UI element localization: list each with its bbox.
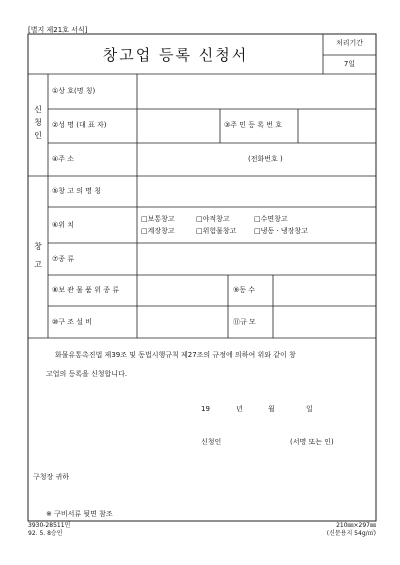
- warehouse-section-label: 창 고: [34, 242, 42, 269]
- trade-name-label: ①상 호(명 칭): [52, 87, 96, 95]
- approval-date: 92. 5. 8승인: [28, 530, 63, 537]
- option-hazardous-warehouse[interactable]: □위험물창고: [196, 227, 237, 235]
- paper-size: 210㎜×297㎜: [336, 522, 376, 529]
- signature-label: (서명 또는 인): [290, 438, 334, 446]
- rep-name-field[interactable]: [138, 110, 219, 142]
- resident-no-field[interactable]: [299, 110, 375, 142]
- recipient-label: 구청장 귀하: [33, 473, 70, 481]
- processing-period-label: 처리기간: [335, 39, 364, 47]
- type-field[interactable]: [138, 244, 375, 274]
- phone-label: (전화번호 ): [248, 155, 283, 163]
- facility-field[interactable]: [138, 307, 227, 337]
- address-label: ④주 소: [52, 155, 75, 163]
- warehouse-name-field[interactable]: [138, 177, 375, 206]
- date-month-unit: 월: [268, 405, 275, 413]
- page-title: 창고업 등록 신청서: [102, 45, 249, 64]
- statement-line-2: 고업의 등록을 신청합니다.: [46, 370, 128, 378]
- statement-line-1: 화물유통촉진법 제39조 및 동법시행규칙 제27조의 규정에 의하여 위와 같이 창: [55, 351, 296, 359]
- option-water-warehouse[interactable]: □수면창고: [254, 215, 288, 223]
- date-year: 19: [201, 405, 210, 413]
- form-number: [별지 제21호 서식]: [28, 26, 88, 34]
- location-label: ⑥위 치: [52, 221, 75, 229]
- date-day-unit: 일: [306, 405, 313, 413]
- scale-label: ⑪규 모: [233, 318, 256, 326]
- attachment-note-text: ※ 구비서류 뒷면 참조: [46, 510, 113, 518]
- paper-type: (신문용지 54g/㎡): [326, 530, 376, 537]
- warehouse-name-label: ⑤창 고 의 명 칭: [52, 187, 101, 195]
- scale-field[interactable]: [274, 307, 375, 337]
- count-field[interactable]: [274, 276, 375, 305]
- form-code: 3930-28511민: [28, 522, 71, 529]
- trade-name-field[interactable]: [138, 75, 375, 108]
- option-general-warehouse[interactable]: □보통창고: [141, 215, 175, 223]
- applicant-section-label: 신 청 인: [34, 105, 42, 140]
- option-open-storage[interactable]: □야적창고: [196, 215, 230, 223]
- type-label: ⑦종 류: [52, 255, 75, 263]
- count-label: ⑨동 수: [233, 286, 256, 294]
- facility-label: ⑩구 조 설 비: [52, 318, 92, 326]
- storage-kind-label: ⑧보 관 물 품 위 종 류: [52, 286, 119, 294]
- rep-name-label: ②성 명 (대 표 자): [52, 121, 107, 129]
- storage-kind-field[interactable]: [138, 276, 227, 305]
- option-bonded-warehouse[interactable]: □계장창고: [141, 227, 175, 235]
- processing-period-value: 7일: [343, 60, 356, 68]
- date-year-unit: 년: [236, 405, 243, 413]
- applicant-sign-label: 신청인: [201, 438, 222, 446]
- resident-no-label: ③주 민 등 록 번 호: [224, 121, 282, 129]
- option-cold-storage[interactable]: □냉동 · 냉장창고: [254, 227, 308, 235]
